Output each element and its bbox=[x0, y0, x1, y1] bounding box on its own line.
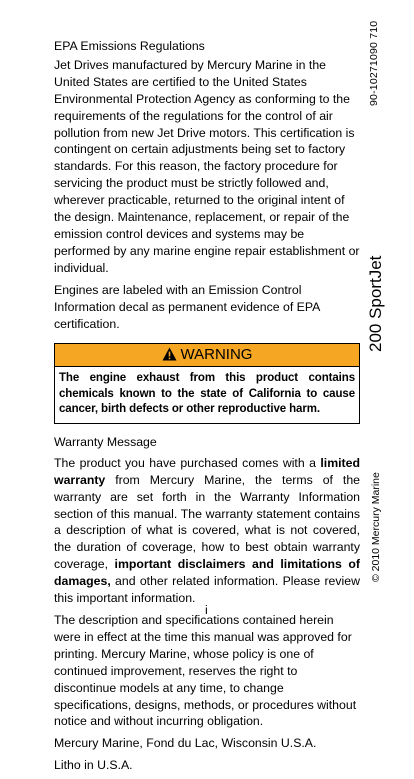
warning-title: WARNING bbox=[180, 346, 253, 364]
document-number: 90-10271090 710 bbox=[368, 20, 380, 106]
epa-paragraph-1: Jet Drives manufactured by Mercury Marine in the United States are certified to the United States Environmental Protection Agency as conforming to the requirements of the regulations for the control of air pollution from new Jet Drive motors. This certification is contingent on certain adjustments being set to factory standards. For this reason, the factory procedure for servicing the product must be strictly followed and, wherever practicable, returned to the original intent of the design. Maintenance, replacement, or repair of the emission control devices and systems may be performed by any marine engine repair establishment or individual. bbox=[54, 57, 360, 275]
warranty-text-e: section of this manual. The warranty statement contains a description of what is covered, what is not covered, the duration of coverage, how to best obtain warranty coverage, bbox=[54, 506, 360, 572]
warning-box bbox=[54, 343, 360, 424]
disclaimers-text: important disclaimers and limitations of damages, bbox=[54, 557, 361, 589]
litho-line: Litho in U.S.A. bbox=[54, 758, 133, 773]
epa-heading: EPA Emissions Regulations bbox=[54, 39, 205, 53]
warranty-paragraph-1 bbox=[54, 455, 360, 607]
copyright-notice: © 2010 Mercury Marine bbox=[370, 472, 382, 582]
document-body bbox=[54, 38, 360, 779]
warning-triangle-icon bbox=[162, 346, 177, 368]
address-line: Mercury Marine, Fond du Lac, Wisconsin U.S.A. bbox=[54, 736, 317, 751]
warning-text: The engine exhaust from this product contains chemicals known to the state of California to cause cancer, birth defects or other reproductive harm. bbox=[59, 372, 355, 416]
warning-header bbox=[55, 344, 359, 367]
warranty-information-reference: Warranty Information bbox=[240, 489, 360, 504]
page-number: i bbox=[205, 603, 208, 617]
model-name: 200 SportJet bbox=[366, 255, 385, 352]
epa-paragraph-2: Engines are labeled with an Emission Control Information decal as permanent evidence of EPA certification. bbox=[54, 282, 320, 331]
warranty-text-g: and other related information. Please review this important information. bbox=[54, 574, 360, 606]
warranty-text-a: The product you have purchased comes with a bbox=[54, 455, 321, 470]
warranty-text-c: from Mercury Marine, the terms of the warranty are set forth in the bbox=[54, 472, 360, 504]
specifications-paragraph: The description and specifications contained herein were in effect at the time this manual was approved for printing. Mercury Marine, whose policy is one of continued improvement, reserves the right to discontinue models at any time, to change specifications, designs, methods, or procedures without notice and without incurring obligation. bbox=[54, 612, 357, 729]
limited-warranty-text: limited warranty bbox=[54, 455, 360, 487]
warranty-heading: Warranty Message bbox=[54, 434, 157, 449]
